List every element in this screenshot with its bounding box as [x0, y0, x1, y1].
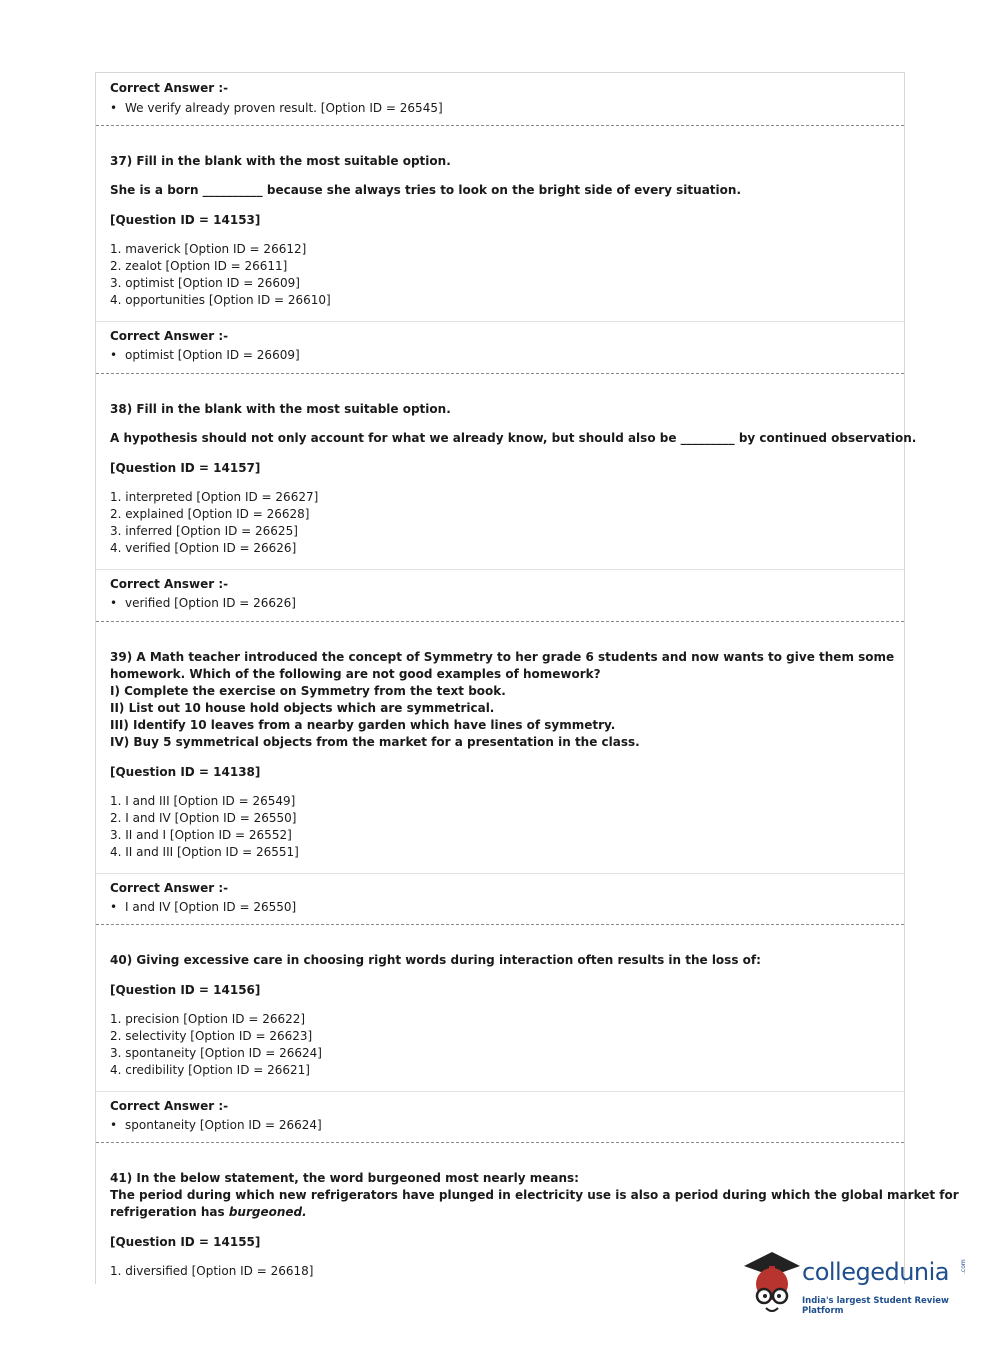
- option-item: 4. II and III [Option ID = 26551]: [110, 845, 299, 859]
- question-paper-frame: [95, 72, 959, 1284]
- answer-divider: [96, 1091, 904, 1092]
- question-id: [Question ID = 14138]: [110, 765, 261, 779]
- correct-answer: • verified [Option ID = 26626]: [110, 596, 296, 610]
- option-item: 1. interpreted [Option ID = 26627]: [110, 490, 319, 504]
- question-line: [110, 1205, 307, 1219]
- question-line: II) List out 10 house hold objects which are symmetrical.: [110, 701, 495, 715]
- emphasized-word: burgeoned.: [228, 1205, 307, 1219]
- option-item: 1. I and III [Option ID = 26549]: [110, 794, 296, 808]
- brand-tagline: India's largest Student Review Platform: [802, 1296, 949, 1316]
- answer-label: Correct Answer :-: [110, 1099, 229, 1113]
- answer-label: Correct Answer :-: [110, 81, 229, 95]
- question-line-text: refrigeration has: [110, 1205, 229, 1219]
- question-line: 39) A Math teacher introduced the concept of Symmetry to her grade 6 students and now wants to give them some: [110, 650, 895, 664]
- question-separator: [96, 1142, 904, 1143]
- collegedunia-logo: [742, 1248, 972, 1318]
- option-item: 3. optimist [Option ID = 26609]: [110, 276, 300, 290]
- mascot-icon: [742, 1248, 802, 1318]
- option-item: 2. I and IV [Option ID = 26550]: [110, 811, 297, 825]
- option-item: 2. explained [Option ID = 26628]: [110, 507, 310, 521]
- question-separator: [96, 621, 904, 622]
- option-item: 4. opportunities [Option ID = 26610]: [110, 293, 331, 307]
- question-separator: [96, 373, 904, 374]
- option-item: 3. inferred [Option ID = 26625]: [110, 524, 298, 538]
- correct-answer: • We verify already proven result. [Option ID = 26545]: [110, 101, 443, 115]
- question-line: III) Identify 10 leaves from a nearby garden which have lines of symmetry.: [110, 718, 616, 732]
- answer-label: Correct Answer :-: [110, 577, 229, 591]
- question-heading: 40) Giving excessive care in choosing right words during interaction often results in the loss of:: [110, 953, 761, 967]
- answer-divider: [96, 569, 904, 570]
- option-item: 4. credibility [Option ID = 26621]: [110, 1063, 310, 1077]
- question-separator: [96, 125, 904, 126]
- question-stem: She is a born __________ because she always tries to look on the bright side of every situation.: [110, 183, 741, 197]
- question-id: [Question ID = 14155]: [110, 1235, 261, 1249]
- question-id: [Question ID = 14153]: [110, 213, 261, 227]
- question-line: homework. Which of the following are not good examples of homework?: [110, 667, 601, 681]
- question-stem: A hypothesis should not only account for what we already know, but should also be _________ by continued observation.: [110, 431, 917, 445]
- brand-suffix: .com: [960, 1259, 967, 1274]
- option-item: 3. spontaneity [Option ID = 26624]: [110, 1046, 322, 1060]
- question-line: The period during which new refrigerators have plunged in electricity use is also a period during which the global market for: [110, 1188, 959, 1202]
- question-line: I) Complete the exercise on Symmetry from the text book.: [110, 684, 506, 698]
- question-heading: 41) In the below statement, the word burgeoned most nearly means:: [110, 1171, 579, 1185]
- answer-divider: [96, 873, 904, 874]
- correct-answer: • optimist [Option ID = 26609]: [110, 348, 300, 362]
- option-item: 1. precision [Option ID = 26622]: [110, 1012, 306, 1026]
- correct-answer: • spontaneity [Option ID = 26624]: [110, 1118, 322, 1132]
- option-item: 2. zealot [Option ID = 26611]: [110, 259, 288, 273]
- option-item: 1. diversified [Option ID = 26618]: [110, 1264, 314, 1278]
- answer-label: Correct Answer :-: [110, 881, 229, 895]
- question-id: [Question ID = 14156]: [110, 983, 261, 997]
- question-line: IV) Buy 5 symmetrical objects from the market for a presentation in the class.: [110, 735, 640, 749]
- question-id: [Question ID = 14157]: [110, 461, 261, 475]
- option-item: 4. verified [Option ID = 26626]: [110, 541, 297, 555]
- option-item: 3. II and I [Option ID = 26552]: [110, 828, 292, 842]
- brand-name: collegedunia: [802, 1258, 950, 1286]
- question-heading: 38) Fill in the blank with the most suitable option.: [110, 402, 451, 416]
- option-item: 1. maverick [Option ID = 26612]: [110, 242, 307, 256]
- option-item: 2. selectivity [Option ID = 26623]: [110, 1029, 313, 1043]
- question-separator: [96, 924, 904, 925]
- answer-divider: [96, 321, 904, 322]
- question-heading: 37) Fill in the blank with the most suitable option.: [110, 154, 451, 168]
- answer-label: Correct Answer :-: [110, 329, 229, 343]
- correct-answer: • I and IV [Option ID = 26550]: [110, 900, 296, 914]
